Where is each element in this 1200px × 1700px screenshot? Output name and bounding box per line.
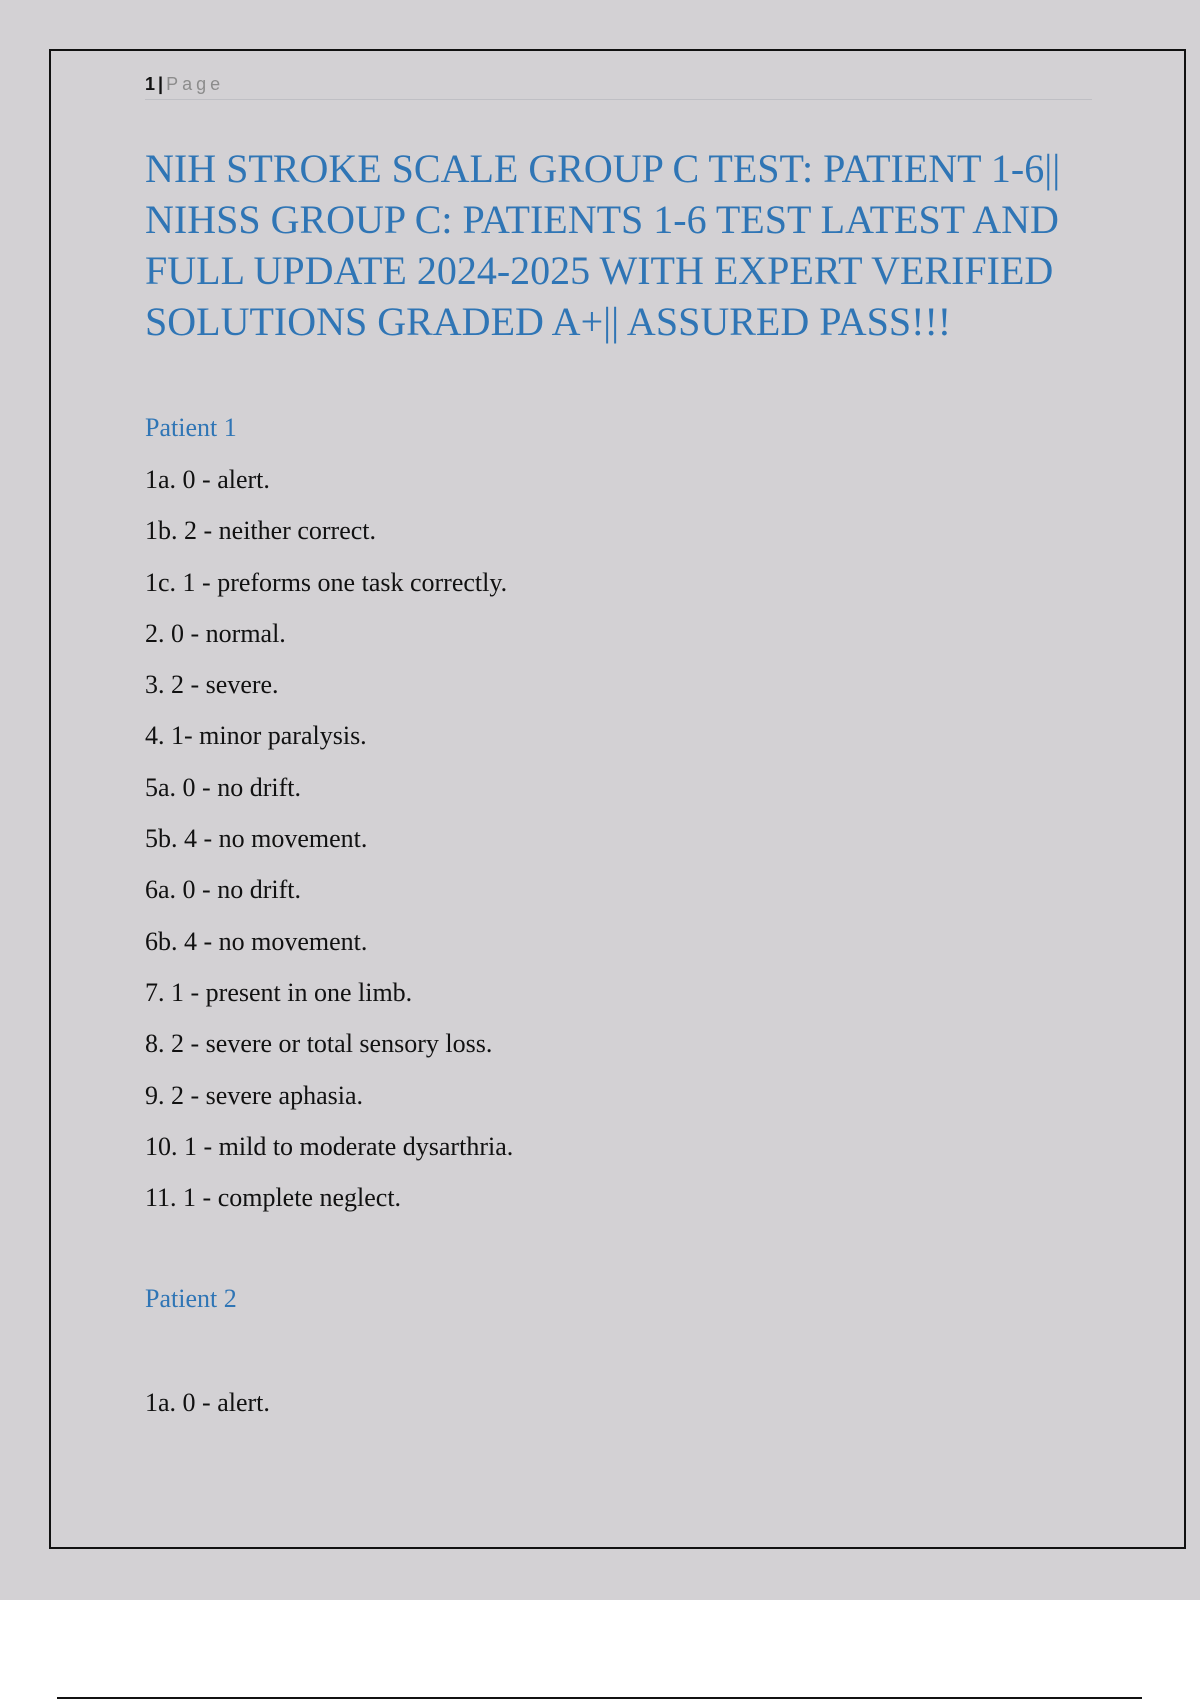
score-item: 9. 2 - severe aphasia. <box>145 1080 364 1110</box>
score-item: 1a. 0 - alert. <box>145 465 270 494</box>
footer-divider <box>57 1697 1142 1699</box>
page-header <box>145 74 1092 100</box>
patient-1-heading: Patient 1 <box>145 413 237 442</box>
score-item: 6b. 4 - no movement. <box>145 926 368 956</box>
score-item: 10. 1 - mild to moderate dysarthria. <box>145 1131 514 1161</box>
document-title: NIH STROKE SCALE GROUP C TEST: PATIENT 1-6|| NIHSS GROUP C: PATIENTS 1-6 TEST LATEST AND FULL UPDATE 2024-2025 WITH EXPERT VERIFIED SOLUTIONS GRADED A+|| ASSURED PASS!!! <box>145 146 1061 344</box>
score-item: 6a. 0 - no drift. <box>145 875 301 905</box>
score-item: 2. 0 - normal. <box>145 618 286 648</box>
page-label: Page <box>166 74 225 94</box>
score-item: 1a. 0 - alert. <box>145 1388 270 1417</box>
score-item: 5b. 4 - no movement. <box>145 824 368 854</box>
score-item: 1b. 2 - neither correct. <box>145 516 377 546</box>
score-item: 1c. 1 - preforms one task correctly. <box>145 567 508 597</box>
page-separator: | <box>158 74 164 94</box>
page-number: 1 <box>145 74 156 94</box>
patient-1-scores <box>145 464 513 1233</box>
patient-2-heading: Patient 2 <box>145 1284 237 1313</box>
score-item: 11. 1 - complete neglect. <box>145 1183 402 1213</box>
score-item: 8. 2 - severe or total sensory loss. <box>145 1029 493 1059</box>
score-item: 5a. 0 - no drift. <box>145 772 301 802</box>
score-item: 4. 1- minor paralysis. <box>145 721 367 751</box>
score-item: 7. 1 - present in one limb. <box>145 977 413 1007</box>
score-item: 3. 2 - severe. <box>145 670 279 700</box>
patient-2-scores <box>145 1387 270 1438</box>
